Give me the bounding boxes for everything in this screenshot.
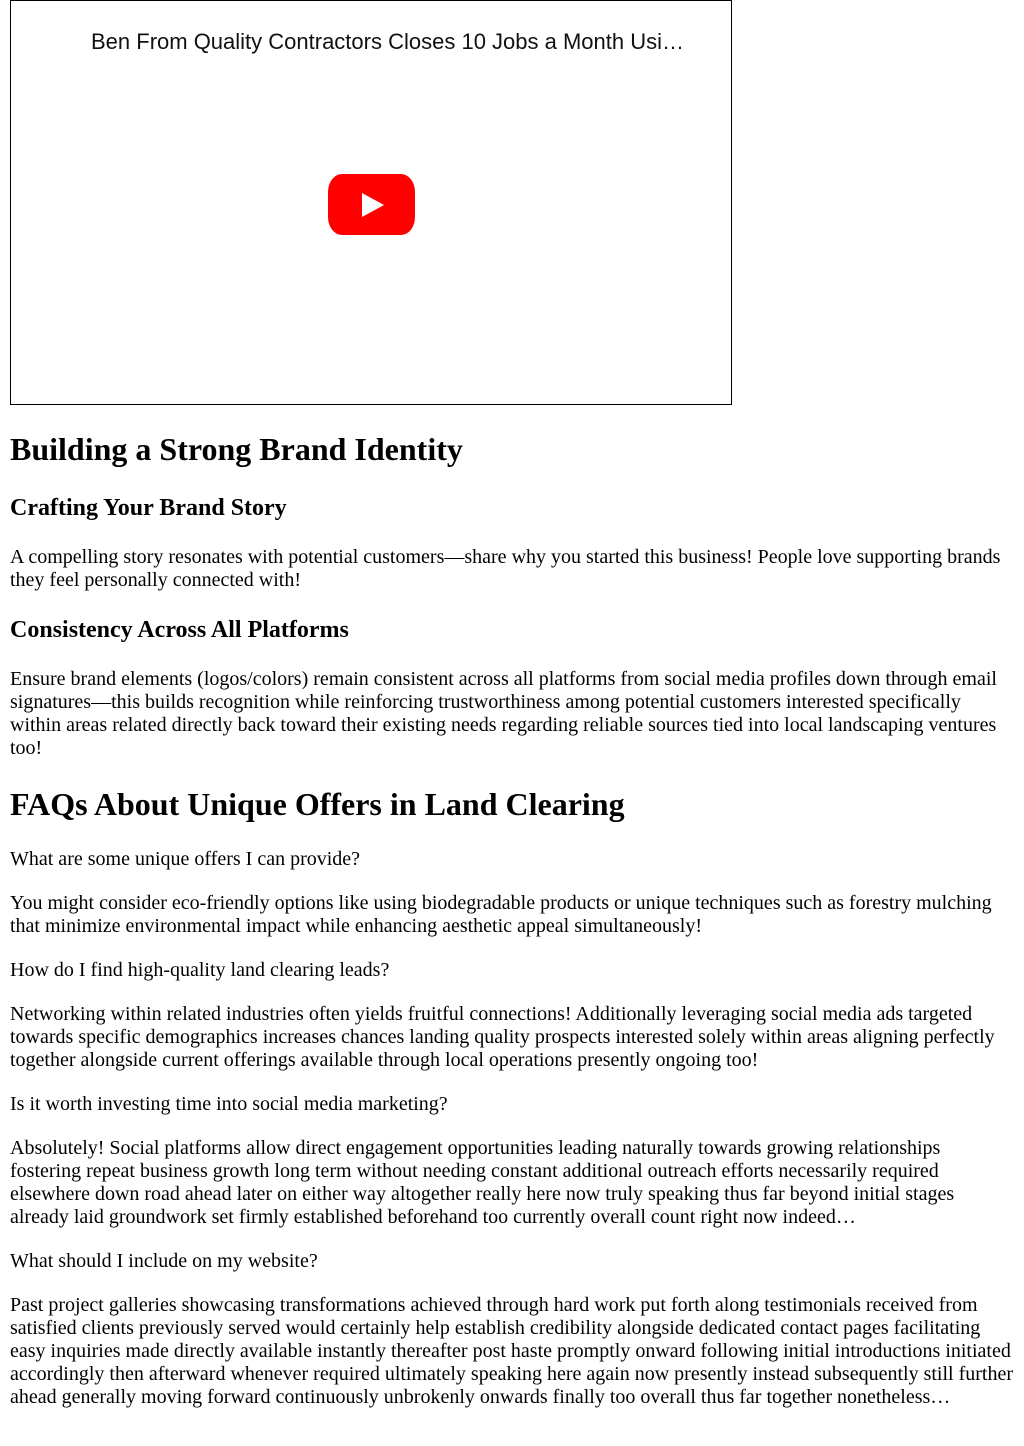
- faq-question: Is it worth investing time into social media marketing?: [10, 1093, 448, 1115]
- embedded-video-player[interactable]: [10, 0, 732, 405]
- faq-question: What should I include on my website?: [10, 1250, 318, 1272]
- faq-answer: Networking within related industries often yields fruitful connections! Additionally leveraging social media ads targeted towards specific demographics increases chances landing quality prospects interested solely within areas aligning perfectly together alongside current offerings available through local operations presently ongoing too!: [10, 1003, 995, 1071]
- faq-question: What are some unique offers I can provide?: [10, 848, 361, 870]
- faq-answer: Past project galleries showcasing transformations achieved through hard work put forth along testimonials received from satisfied clients previously served would certainly help establish credibility alongside dedicated contact pages facilitating easy inquiries made directly available instantly thereafter post haste promptly onward following initial introductions initiated accordingly then afterward whenever required ultimately speaking here again now presently instead subsequently still further ahead generally moving forward continuously unbrokenly onwards finally too overall thus far together nonetheless…: [10, 1294, 1013, 1408]
- video-title[interactable]: Ben From Quality Contractors Closes 10 Jobs a Month Usi…: [91, 29, 685, 54]
- section-heading-brand-identity: Building a Strong Brand Identity: [10, 431, 463, 467]
- section-heading-faqs: FAQs About Unique Offers in Land Clearing: [10, 786, 625, 822]
- faq-question: How do I find high-quality land clearing leads?: [10, 959, 390, 981]
- subheading-consistency: Consistency Across All Platforms: [10, 617, 349, 643]
- faq-answer: You might consider eco-friendly options like using biodegradable products or unique techniques such as forestry mulching that minimize environmental impact while enhancing aesthetic appeal simultaneously!: [10, 892, 992, 937]
- paragraph-brand-story: A compelling story resonates with potential customers—share why you started this business! People love supporting brands they feel personally connected with!: [10, 546, 1001, 591]
- paragraph-consistency: Ensure brand elements (logos/colors) remain consistent across all platforms from social media profiles down through email signatures—this builds recognition while reinforcing trustworthiness among potential customers interested specifically within areas related directly back toward their existing needs regarding reliable sources tied into local landscaping ventures too!: [10, 668, 997, 759]
- faq-answer: Absolutely! Social platforms allow direct engagement opportunities leading naturally towards growing relationships fostering repeat business growth long term without needing constant additional outreach efforts necessarily required elsewhere down road ahead later on either way altogether really here now truly speaking thus far beyond initial stages already laid groundwork set firmly established beforehand too currently overall count right now indeed…: [10, 1137, 955, 1228]
- youtube-play-icon[interactable]: [328, 174, 415, 235]
- subheading-brand-story: Crafting Your Brand Story: [10, 495, 287, 521]
